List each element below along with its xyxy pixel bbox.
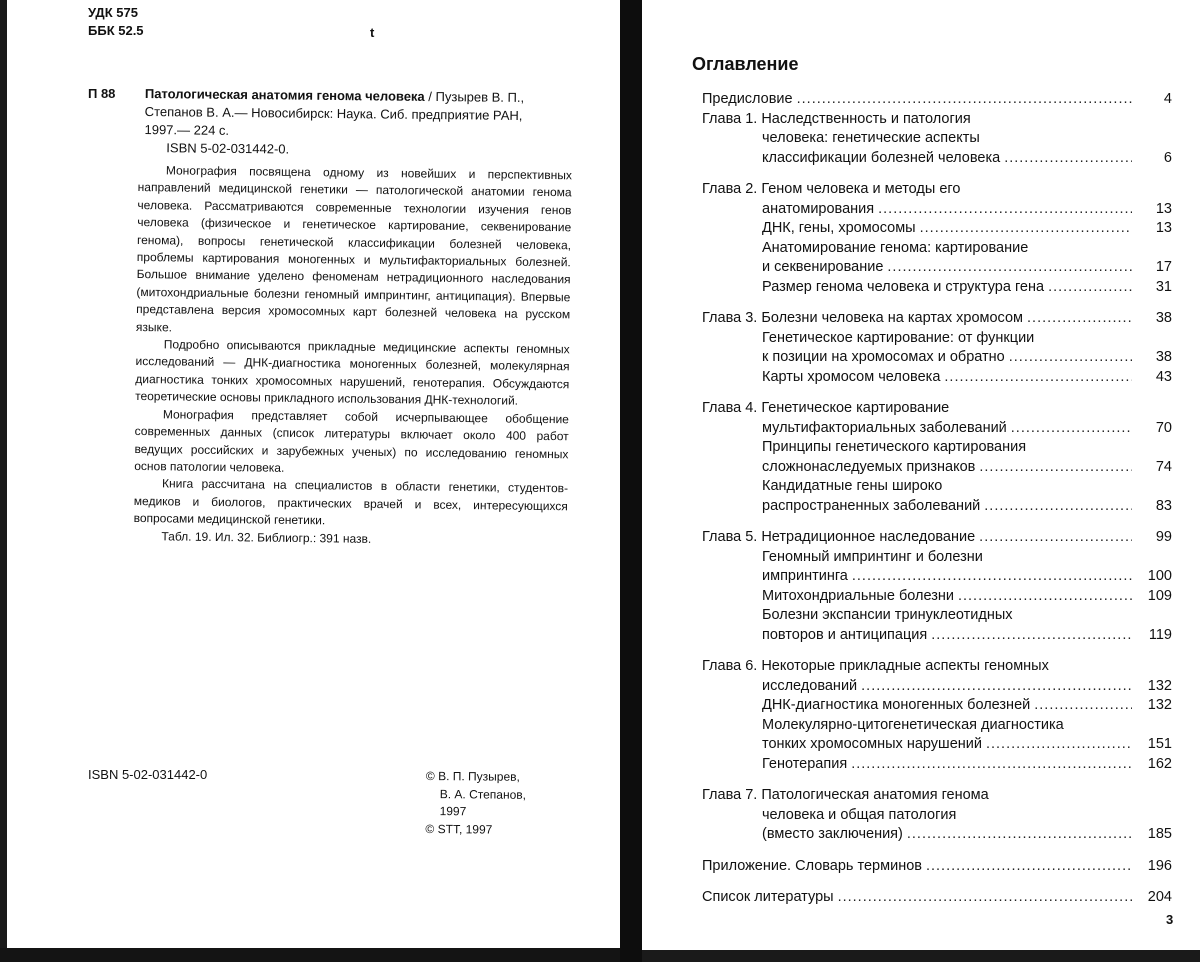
toc-heading: Оглавление [692,54,799,74]
toc-entry-title: распространенных заболеваний [762,497,981,514]
toc-group [702,786,1172,845]
toc-entry [702,458,1172,478]
toc-leader-dots [1004,149,1132,169]
toc-group [702,857,1172,877]
toc-entry [702,735,1172,755]
toc-entry [702,239,1172,259]
toc-leader-dots [878,200,1132,220]
toc-group [702,90,1172,168]
toc-entry-page: 13 [1155,220,1172,236]
toc-leader-dots [958,587,1132,607]
toc-entry [702,329,1172,349]
copyright-line: © В. П. Пузырев, [425,768,520,784]
toc-entry-title: Болезни экспансии тринуклеотидных [762,607,1013,623]
toc-entry [702,348,1172,368]
toc-entry [702,278,1172,298]
toc-entry [702,825,1172,845]
bib-line-3: 1997.— 224 с. [144,121,230,138]
toc-entry-page: 38 [1155,310,1172,326]
toc-entry [702,626,1172,646]
toc-entry [702,309,1172,329]
toc-entry [702,806,1172,826]
toc-entry-title: Молекулярно-цитогенетическая диагностика [762,716,1064,733]
toc-entry-page: 38 [1155,349,1172,365]
abstract [133,162,572,550]
tables-note: Табл. 19. Ил. 32. Библиогр.: 391 назв. [161,528,372,546]
toc-leader-dots [979,458,1132,478]
toc-leader-dots [887,258,1132,278]
abstract-paragraph: Подробно описываются прикладные медицинские аспекты геномных исследований — ДНК-диагностика моногенных болезней, молекулярная диагностика тонких хромосомных нарушений, генотерапия. Обсуждаются теоретические основы прикладного использования ДНК-технологий. [135,337,570,408]
toc-entry-title: Глава 7. Патологическая анатомия генома [702,787,989,803]
toc-entry-title: анатомирования [762,200,875,217]
abstract-paragraph: Монография представляет собой исчерпывающее обобщение современных данных (список литературы включает около 400 работ ведущих российских и зарубежных ученых) по исследованию геномных основ патологии человека. [134,407,569,475]
toc-leader-dots [861,677,1132,697]
toc-entry-page: 74 [1155,458,1172,475]
toc-entry-page: 31 [1155,278,1172,295]
toc-entry [702,497,1172,517]
copyright-line: © STT, 1997 [425,821,493,837]
toc-entry-page: 132 [1147,677,1172,694]
toc-group [702,528,1172,645]
toc-entry-page: 132 [1147,697,1172,713]
bib-line-2: Степанов В. А.— Новосибирск: Наука. Сиб. предприятие РАН, [144,103,523,123]
toc-entry-title: и секвенирование [762,259,884,275]
toc-entry-page: 204 [1147,889,1172,905]
toc-group [702,399,1172,516]
toc-entry-title: человека и общая патология [762,806,957,823]
page-number: 3 [1166,912,1174,927]
toc-entry-page: 196 [1147,857,1172,874]
toc-entry [702,857,1172,877]
toc-entry-title: классификации болезней человека [762,149,1001,166]
bbk-code: ББК 52.5 [88,23,144,38]
toc-leader-dots [926,857,1132,877]
toc-entry [702,528,1172,548]
toc-entry [702,677,1172,697]
toc-entry [702,180,1172,200]
toc-leader-dots [797,90,1132,110]
toc-entry [702,399,1172,419]
toc-leader-dots [907,825,1132,845]
bib-authors: / Пузырев В. П., [424,88,525,105]
toc-entry [702,567,1172,587]
toc-entry [702,716,1172,736]
udc-code: УДК 575 [88,5,138,20]
toc-entry-title: исследований [762,677,858,694]
toc-entry [702,587,1172,607]
toc-entry-title: Геномный импринтинг и болезни [762,548,983,565]
toc-entry-page: 83 [1155,497,1172,514]
toc-entry [702,149,1172,169]
toc-leader-dots [1048,278,1132,298]
toc-entry-title: повторов и антиципация [762,626,928,643]
toc-entry-title: к позиции на хромосомах и обратно [762,349,1005,365]
toc-entry [702,477,1172,497]
toc-entry [702,548,1172,568]
toc-entry-title: сложнонаследуемых признаков [762,458,976,475]
toc-entry [702,110,1172,130]
toc-leader-dots [984,497,1132,517]
toc-entry [702,755,1172,775]
toc-group [702,309,1172,387]
toc-entry [702,129,1172,149]
toc-entry-page: 6 [1163,149,1172,166]
toc-entry-title: импринтинга [762,568,848,584]
toc-entry-page: 99 [1155,529,1172,545]
abstract-paragraph: Книга рассчитана на специалистов в области генетики, студентов-медиков и биологов, практических врачей и всех, интересующихся вопросами медицинской генетики. [133,476,569,528]
toc-entry-title: (вместо заключения) [762,826,903,842]
toc-leader-dots [838,888,1132,908]
toc-entry-title: Принципы генетического картирования [762,439,1027,455]
abstract-paragraph: Монография посвящена одному из новейших и перспективных направлений медицинской генетики — патологической анатомии генома человека. Рассматриваются современные технологии изучения генов человека (физическое и генетическое картирование, секвенирование генома), вопросы генетической классификации болезней человека, проблемы картирования моногенных и мультифакториальных болезней. Большое внимание уделено феноменам нетрадиционного наследования (митохондриальные болезни геномный импринтинг, антиципация). Впервые представлена версия хромосомных карт болезней человека на русском языке. [135,163,572,335]
right-page [642,0,1200,962]
toc-entry-title: Карты хромосом человека [762,368,941,385]
toc-entry [702,438,1172,458]
isbn-bottom: ISBN 5-02-031442-0 [88,767,208,782]
toc-entry-title: Кандидатные гены широко [762,478,943,494]
toc-leader-dots [944,368,1132,388]
toc-entry [702,200,1172,220]
toc-entry-title: Размер генома человека и структура гена [762,278,1045,295]
copyright-line: В. А. Степанов, [439,786,527,802]
toc-leader-dots [1009,348,1132,368]
toc-entry-title: мультифакториальных заболеваний [762,419,1007,436]
toc-leader-dots [851,755,1132,775]
toc-entry-title: человека: генетические аспекты [762,130,980,146]
copyright-block [425,768,526,839]
toc-leader-dots [1034,696,1132,716]
toc-entry-page: 109 [1147,587,1172,604]
toc-group [702,888,1172,908]
toc-entry-page: 119 [1148,626,1172,643]
toc-entry-page: 70 [1155,419,1172,436]
book-title: Патологическая анатомия генома человека [144,85,425,104]
bibliographic-record [144,85,585,162]
bib-isbn: ISBN 5-02-031442-0. [166,140,290,157]
toc-entry [702,696,1172,716]
toc-entry-page: 185 [1147,826,1172,842]
copyright-line: 1997 [439,804,467,819]
stray-mark: t [370,25,375,40]
toc-entry [702,368,1172,388]
toc-entry-title: Генетическое картирование: от функции [762,329,1035,346]
toc-leader-dots [931,626,1132,646]
toc-entry-title: Приложение. Словарь терминов [702,857,922,874]
toc-entry [702,786,1172,806]
toc-leader-dots [1011,419,1132,439]
toc-entry-title: Анатомирование генома: картирование [762,239,1029,256]
catalog-code: П 88 [88,86,116,101]
toc-entry-title: Глава 3. Болезни человека на картах хромосом [702,310,1024,326]
toc-leader-dots [979,528,1132,548]
toc-entry-page: 13 [1155,200,1172,217]
toc-entry [702,258,1172,278]
toc-leader-dots [1027,309,1132,329]
toc-entry [702,90,1172,110]
book-spine [620,0,642,962]
toc-entry [702,219,1172,239]
toc-entry-title: Глава 4. Генетическое картирование [702,400,950,416]
toc-entry-title: ДНК-диагностика моногенных болезней [762,697,1031,713]
toc-entry-page: 4 [1163,91,1172,107]
toc-group [702,180,1172,297]
toc-entry-title: Генотерапия [762,755,848,772]
toc-entry-title: ДНК, гены, хромосомы [762,220,916,236]
toc-leader-dots [920,219,1132,239]
toc-entry-title: Глава 5. Нетрадиционное наследование [702,529,976,545]
toc-entry-page: 162 [1147,755,1172,772]
toc-entry-page: 17 [1155,259,1172,275]
toc-entry-title: Митохондриальные болезни [762,587,954,604]
toc-entry-title: Глава 1. Наследственность и патология [702,110,971,127]
toc-entry-page: 43 [1155,368,1172,385]
toc-group [702,657,1172,774]
toc-leader-dots [852,567,1132,587]
toc-entry-page: 151 [1147,736,1172,752]
toc-entry-page: 100 [1147,568,1172,584]
toc-entry [702,606,1172,626]
toc-entry [702,657,1172,677]
toc-entry [702,419,1172,439]
toc-entry-title: Список литературы [702,889,834,905]
toc-leader-dots [986,735,1132,755]
table-of-contents [702,90,1172,908]
toc-entry-title: Глава 2. Геном человека и методы его [702,181,961,197]
toc-entry-title: Глава 6. Некоторые прикладные аспекты геномных [702,658,1049,674]
toc-entry-title: Предисловие [702,91,793,107]
toc-entry [702,888,1172,908]
toc-entry-title: тонких хромосомных нарушений [762,736,982,752]
